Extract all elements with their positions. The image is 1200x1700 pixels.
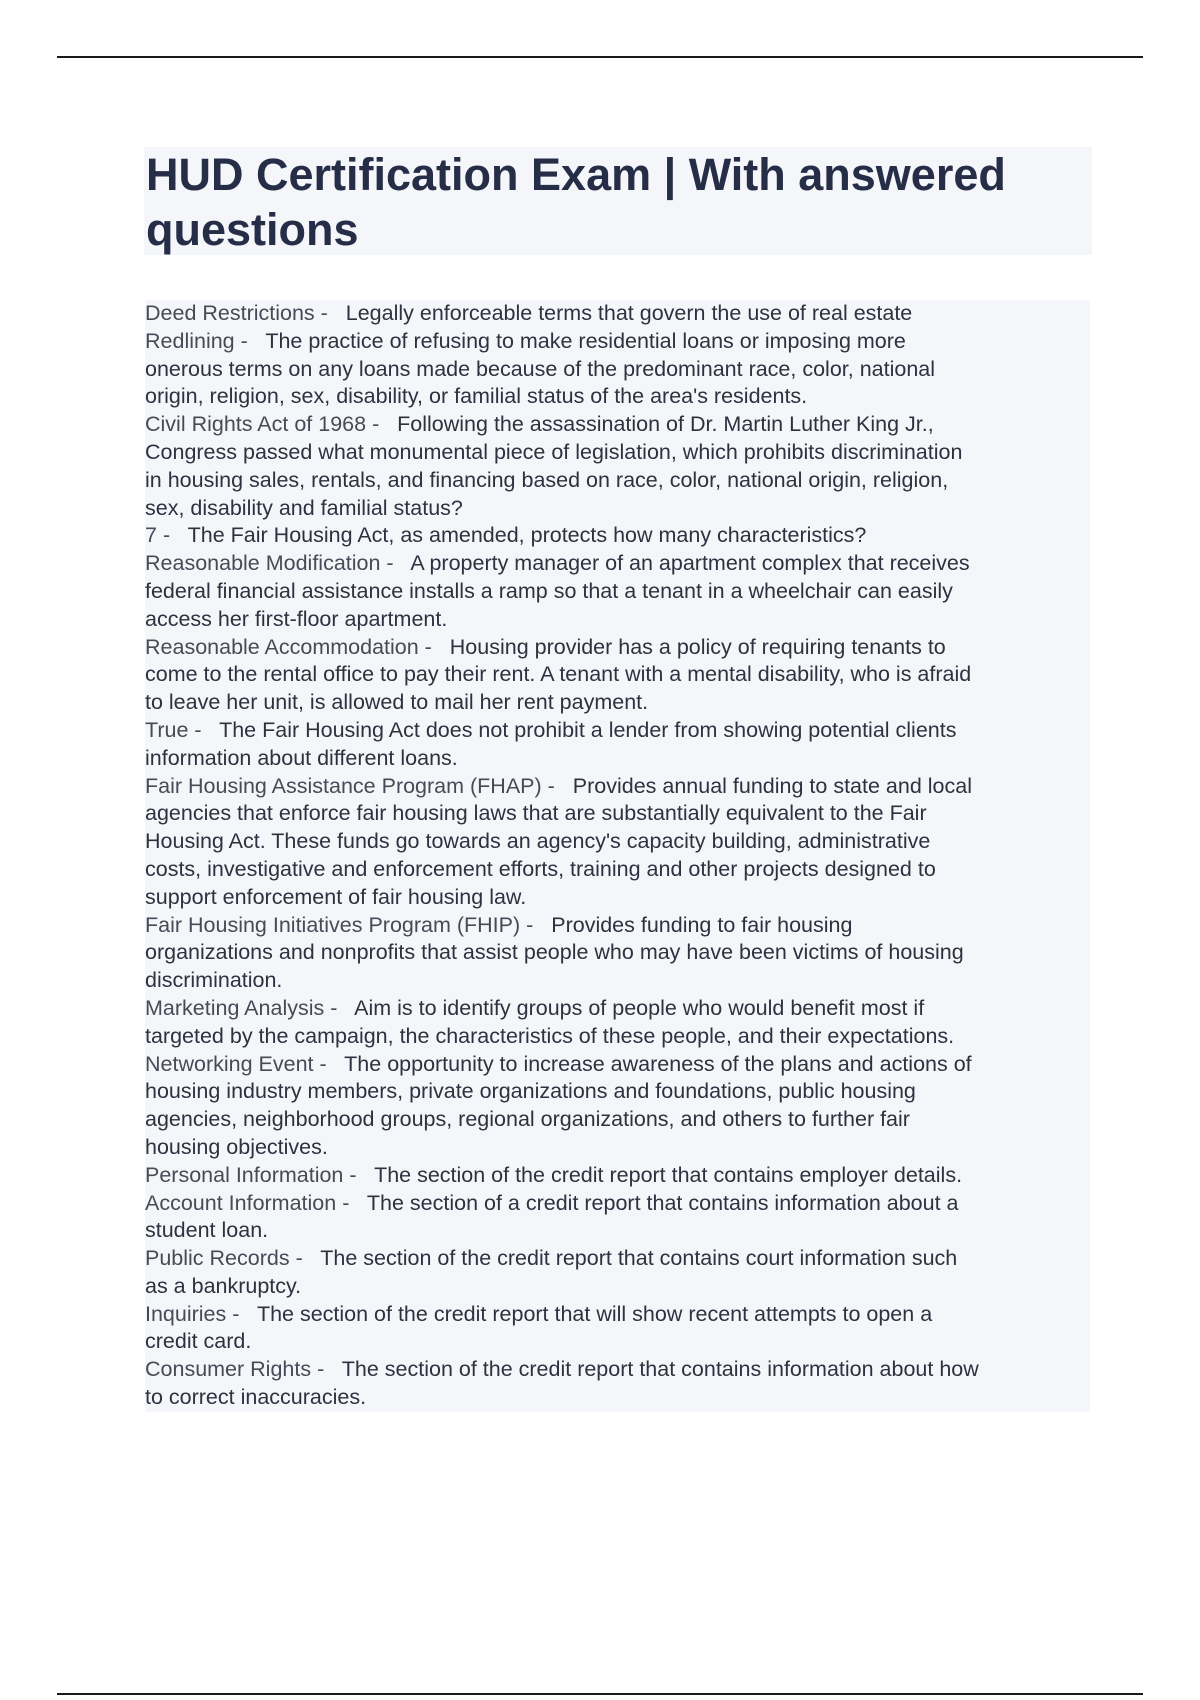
qa-first-line [145,1162,1090,1190]
qa-definition-text: support enforcement of fair housing law. [145,884,527,909]
qa-first-line [145,717,1090,745]
qa-definition-text: discrimination. [145,968,283,993]
qa-list [145,300,1090,1412]
qa-term: True [145,717,189,742]
qa-term: Consumer Rights [145,1357,312,1382]
qa-term: Inquiries [145,1301,227,1326]
qa-definition-line [145,356,1090,384]
title-line-2: questions [146,204,359,255]
qa-item [145,411,1090,522]
qa-separator: - [366,412,398,437]
qa-definition-line [145,578,1090,606]
qa-separator: - [336,1190,367,1215]
qa-definition-line [145,1273,1090,1301]
qa-term: Civil Rights Act of 1968 [145,412,367,437]
qa-first-line [145,995,1090,1023]
qa-first-line [145,550,1090,578]
qa-definition-text: to leave her unit, is allowed to mail her rent payment. [145,690,649,715]
qa-separator: - [313,1051,345,1076]
qa-definition-text: credit card. [145,1329,252,1354]
qa-definition-text: The Fair Housing Act does not prohibit a lender from showing potential clients [219,717,957,742]
qa-definition-text: A property manager of an apartment complex that receives [410,551,970,576]
qa-definition-line [145,745,1090,773]
qa-item [145,1190,1090,1246]
qa-item [145,773,1090,912]
qa-first-line [145,634,1090,662]
title-line-1: HUD Certification Exam | With answered [146,149,1006,200]
qa-definition-text: in housing sales, rentals, and financing based on race, color, national origin, religion, [145,467,949,492]
qa-first-line [145,912,1090,940]
document-title [146,147,1090,257]
qa-item [145,522,1090,550]
qa-definition-text: targeted by the campaign, the characteristics of these people, and their expectations. [145,1023,955,1048]
qa-definition-line [145,1217,1090,1245]
qa-separator: - [156,523,188,548]
qa-item [145,717,1090,773]
qa-definition-line [145,1384,1090,1412]
qa-item [145,1356,1090,1412]
qa-definition-line [145,661,1090,689]
qa-definition-text: The practice of refusing to make residential loans or imposing more [265,328,906,353]
qa-definition-text: housing objectives. [145,1134,328,1159]
qa-item [145,300,1090,328]
qa-separator: - [234,328,266,353]
qa-item [145,1301,1090,1357]
qa-definition-text: student loan. [145,1218,269,1243]
qa-first-line [145,411,1090,439]
qa-definition-line [145,1023,1090,1051]
qa-term: Deed Restrictions [145,301,315,325]
qa-definition-text: agencies, neighborhood groups, regional organizations, and others to further fair [145,1107,910,1132]
qa-first-line [145,1190,1090,1218]
qa-separator: - [314,301,346,325]
qa-definition-text: organizations and nonprofits that assist people who may have been victims of housing [145,940,964,965]
qa-definition-text: sex, disability and familial status? [145,495,463,520]
qa-definition-line [145,967,1090,995]
qa-definition-text: The section of the credit report that contains court information such [320,1246,958,1271]
title-block [144,147,1092,255]
qa-separator: - [418,634,450,659]
qa-first-line [145,328,1090,356]
qa-definition-text: The section of the credit report that will show recent attempts to open a [256,1301,933,1326]
qa-definition-text: costs, investigative and enforcement efforts, training and other projects designed to [145,856,936,881]
qa-definition-text: to correct inaccuracies. [145,1385,367,1410]
qa-separator: - [226,1301,257,1326]
qa-separator: - [289,1246,321,1271]
qa-definition-text: Congress passed what monumental piece of legislation, which prohibits discrimination [145,439,963,464]
qa-definition-text: Legally enforceable terms that govern the use of real estate [345,301,913,325]
qa-definition-text: federal financial assistance installs a ramp so that a tenant in a wheelchair can easily [145,578,953,603]
qa-definition-text: access her first-floor apartment. [145,606,448,631]
qa-definition-text: as a bankruptcy. [145,1273,302,1298]
qa-item [145,912,1090,995]
qa-item [145,1245,1090,1301]
qa-separator: - [520,912,552,937]
qa-definition-line [145,1134,1090,1162]
qa-definition-line [145,1078,1090,1106]
qa-definition-text: The Fair Housing Act, as amended, protects how many characteristics? [187,523,867,548]
qa-term: Reasonable Modification [145,551,381,576]
qa-definition-line [145,495,1090,523]
qa-definition-line [145,383,1090,411]
qa-term: Marketing Analysis [145,995,325,1020]
qa-first-line [145,522,1090,550]
qa-definition-text: Aim is to identify groups of people who would benefit most if [354,995,925,1020]
footer-rule [57,1693,1143,1695]
qa-separator: - [541,773,573,798]
qa-definition-line [145,439,1090,467]
qa-definition-text: information about different loans. [145,745,458,770]
qa-item [145,328,1090,411]
qa-definition-line [145,467,1090,495]
qa-definition-text: Housing provider has a policy of requiring tenants to [449,634,946,659]
qa-first-line [145,1301,1090,1329]
qa-definition-line [145,1328,1090,1356]
qa-separator: - [324,995,355,1020]
qa-definition-text: come to the rental office to pay their rent. A tenant with a mental disability, who is afraid [145,662,972,687]
qa-first-line [145,773,1090,801]
qa-term: Reasonable Accommodation [145,634,419,659]
qa-term: Personal Information [145,1162,344,1187]
qa-term: Fair Housing Initiatives Program (FHIP) [145,912,521,937]
qa-term: Fair Housing Assistance Program (FHAP) [145,773,542,798]
qa-first-line [145,1356,1090,1384]
qa-term: 7 [145,523,157,548]
qa-definition-line [145,856,1090,884]
qa-first-line [145,1051,1090,1079]
qa-definition-line [145,800,1090,828]
qa-term: Public Records [145,1246,290,1271]
qa-item [145,995,1090,1051]
qa-definition-text: Housing Act. These funds go towards an agency's capacity building, administrative [145,829,931,854]
qa-item [145,550,1090,633]
qa-definition-text: Provides funding to fair housing [551,912,853,937]
qa-definition-text: The opportunity to increase awareness of the plans and actions of [344,1051,972,1076]
qa-definition-line [145,689,1090,717]
qa-definition-line [145,939,1090,967]
qa-separator: - [311,1357,342,1382]
header-rule [57,56,1143,58]
qa-first-line [145,1245,1090,1273]
qa-term: Redlining [145,328,235,353]
qa-definition-text: The section of a credit report that contains information about a [366,1190,959,1215]
qa-first-line [145,300,1090,328]
qa-definition-text: onerous terms on any loans made because of the predominant race, color, national [145,356,936,381]
qa-definition-text: housing industry members, private organizations and foundations, public housing [145,1079,916,1104]
qa-separator: - [380,551,411,576]
qa-definition-text: agencies that enforce fair housing laws that are substantially equivalent to the Fair [145,801,927,826]
qa-item [145,1162,1090,1190]
qa-item [145,1051,1090,1162]
qa-item [145,634,1090,717]
qa-separator: - [343,1162,375,1187]
qa-term: Networking Event [145,1051,314,1076]
qa-definition-line [145,606,1090,634]
qa-definition-line [145,884,1090,912]
qa-definition-text: Provides annual funding to state and local [572,773,972,798]
qa-definition-line [145,1106,1090,1134]
qa-definition-text: The section of the credit report that contains information about how [341,1357,979,1382]
qa-definition-text: origin, religion, sex, disability, or familial status of the area's residents. [145,384,808,409]
qa-definition-text: The section of the credit report that contains employer details. [374,1162,963,1187]
qa-term: Account Information [145,1190,337,1215]
qa-separator: - [188,717,220,742]
qa-definition-line [145,828,1090,856]
qa-definition-text: Following the assassination of Dr. Martin Luther King Jr., [397,412,934,437]
